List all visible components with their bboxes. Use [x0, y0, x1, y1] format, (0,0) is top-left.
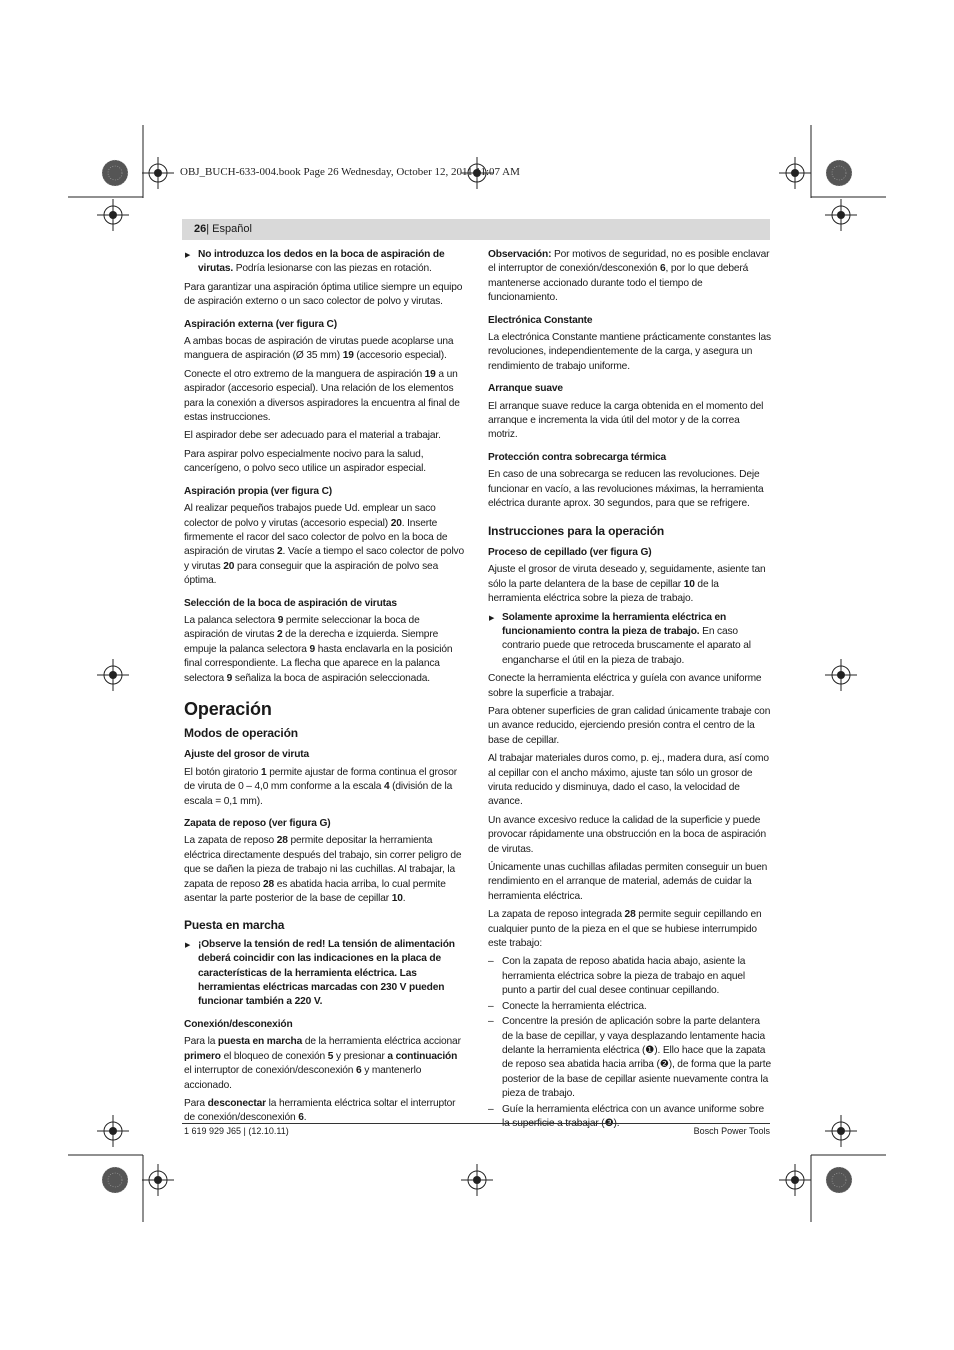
list-item: – Concentre la presión de aplicación sobre la parte delantera de la base de cepillar, y vaya desplazando lentamente hacia delante la herramienta eléctrica (❶). Ello hace que la zapata de reposo sea abatida hacia arriba (❷), de forma que la parte posterior de la base de cepillar asiente nuevamente contra la pieza de trabajo. [488, 1015, 771, 1101]
paragraph: Conecte el otro extremo de la manguera de aspiración 19 a un aspirador (accesorio especial). Una relación de los elementos para la conexión a diversos aspiradores la encuentra al final de estas instrucciones. [184, 368, 460, 424]
heading-working-advice: Instrucciones para la operación [488, 523, 665, 538]
paragraph: La zapata de reposo 28 permite depositar la herramienta eléctrica directamente después del trabajo, sin correr peligro de que se dañen la pieza de trabajo ni las cuchillas. Al trabajar, la zapata de reposo 28 es abatida hacia arriba, lo cual permite asentar la parte posterior de la base de cepillar 10. [184, 835, 462, 905]
left-column [184, 248, 467, 1130]
paragraph: Para obtener superficies de gran calidad únicamente trabaje con un avance reducido, ejerciendo presión contra el centro de la base de cepillar. [488, 705, 771, 746]
heading-chip-thickness: Ajuste del grosor de viruta [184, 749, 310, 761]
paragraph: Un avance excesivo reduce la calidad de la superficie y puede provocar rápidamente una obstrucción en la boca de aspiración de virutas. [488, 814, 766, 855]
list-item: – Conecte la herramienta eléctrica. [488, 1000, 771, 1014]
heading-operating-modes: Modos de operación [184, 725, 298, 740]
list-item: – Guíe la herramienta eléctrica con un avance uniforme sobre [488, 1103, 771, 1132]
paragraph: Observación: Por motivos de seguridad, no es posible enclavar el interruptor de conexión/desconexión 6, por lo que deberá mantenerse accionado durante todo el tiempo de funcionamiento. [488, 249, 770, 304]
paragraph: Para desconectar la herramienta eléctrica soltar el interruptor de conexión/desconexión 6. [184, 1097, 456, 1124]
heading-constant-electronics: Electrónica Constante [488, 314, 593, 326]
paragraph: El aspirador debe ser adecuado para el material a trabajar. [184, 430, 441, 442]
heading-switching: Conexión/desconexión [184, 1018, 293, 1030]
paragraph: Al realizar pequeños trabajos puede Ud. emplear un saco colector de polvo y virutas (accesorio especial) 20. Inserte firmemente el racor del saco colector de polvo en la boca de aspiración de virutas 2. Vacíe a tiempo el saco colector de polvo y virutas 20 para conseguir que la aspiración de polvo sea óptima. [184, 503, 465, 587]
footer-rule [182, 1123, 770, 1124]
warning-fingers: ▶ No introduzca los dedos en la boca de aspiración de virutas. Podría lesionarse con las piezas en rotación. [184, 248, 467, 277]
heading-outlet-selection: Selección de la boca de aspiración de virutas [184, 597, 397, 609]
right-column [488, 248, 771, 1132]
page-number: 26 [194, 223, 207, 235]
warning-approach: ▶ Solamente aproxime la herramienta eléctrica en funcionamiento contra la pieza de trabajo. En caso contrario puede que retroceda bruscamente el aparato al engancharse el útil en la pieza de trabajo. [488, 611, 771, 669]
paragraph: Únicamente unas cuchillas afiladas permiten conseguir un buen rendimiento en el arranque de material, además de cuidar la herramienta eléctrica. [488, 862, 768, 902]
paragraph: Ajuste el grosor de viruta deseado y, seguidamente, asiente tan sólo la parte delantera de la base de cepillar 10 de la herramienta eléctrica sobre la pieza de trabajo. [488, 564, 766, 605]
heading-own-suction: Aspiración propia (ver figura C) [184, 485, 333, 497]
paragraph: La palanca selectora 9 permite seleccionar la boca de aspiración de virutas 2 de la derecha e izquierda. Siempre empuje la palanca selectora 9 hasta enclavarla en la posición final correspondiente. La flecha que aparece en la palanca selectora 9 señaliza la boca de aspiración seleccionada. [184, 614, 453, 684]
paragraph: El arranque suave reduce la carga obtenida en el momento del arranque e incrementa la vida útil del motor y de la correa motriz. [488, 400, 764, 441]
heading-parking-shoe: Zapata de reposo (ver figura G) [184, 818, 331, 829]
paragraph: El botón giratorio 1 permite ajustar de forma continua el grosor de viruta de 0 – 4,0 mm conforme a la escala 4 (división de la escala = 0,1 mm). [184, 766, 457, 807]
warning-voltage: ▶ ¡Observe la tensión de red! La tensión de alimentación deberá coincidir con las indicaciones en la placa de características de la herramienta eléctrica. Las herramientas eléctricas marcadas con 230 V pueden funcionar también a 220 V. [184, 938, 467, 1010]
paragraph: La zapata de reposo integrada 28 permite seguir cepillando en cualquier punto de la pieza en el que se hubiese interrumpido este trabajo: [488, 909, 762, 950]
section-title: | Español [206, 223, 252, 235]
footer-doc-number: 1 619 929 J65 | (12.10.11) [184, 1126, 289, 1136]
heading-soft-start: Arranque suave [488, 383, 563, 395]
heading-starting-operation: Puesta en marcha [184, 918, 285, 933]
paragraph: Para aspirar polvo especialmente nocivo para la salud, cancerígeno, o polvo seco utilice un aspirador especial. [184, 448, 426, 475]
paragraph: Conecte la herramienta eléctrica y guíela con avance uniforme sobre la superficie a trabajar. [488, 673, 762, 699]
footer-brand: Bosch Power Tools [693, 1126, 770, 1136]
heading-operation: Operación [184, 698, 272, 719]
paragraph: La electrónica Constante mantiene prácticamente constantes las revoluciones, independientemente de la carga, y asegura un rendimiento de trabajo uniforme. [488, 332, 771, 372]
heading-external-suction: Aspiración externa (ver figura C) [184, 318, 338, 330]
heading-planing: Proceso de cepillado (ver figura G) [488, 546, 652, 558]
print-info: OBJ_BUCH-633-004.book Page 26 Wednesday, October 12, 2011 11:07 AM [180, 166, 520, 178]
heading-thermal-protection: Protección contra sobrecarga térmica [488, 451, 667, 463]
paragraph: Para garantizar una aspiración óptima utilice siempre un equipo de aspiración externo o un saco colector de polvo y virutas. [184, 281, 463, 308]
paragraph: Al trabajar materiales duros como, p. ej., madera dura, así como al cepillar con el ancho máximo, ajuste tan sólo un grosor de viruta reducido y disminuya, dado el caso, la velocidad de avance. [488, 753, 769, 808]
paragraph: En caso de una sobrecarga se reducen las revoluciones. Deje funcionar en vacío, a las revoluciones máximas, la herramienta eléctrica durante aprox. 30 segundos, para que se refrigere. [488, 469, 764, 510]
list-item: – Con la zapata de reposo abatida hacia abajo, asiente la herramienta eléctrica sobre la pieza de trabajo en aquel punto a partir del cual desee continuar cepillando. [488, 955, 771, 998]
paragraph: A ambas bocas de aspiración de virutas puede acoplarse una manguera de aspiración (Ø 35 mm) 19 (accesorio especial). [184, 336, 454, 362]
page-header [182, 219, 770, 240]
paragraph: Para la puesta en marcha de la herramienta eléctrica accionar primero el bloqueo de conexión 5 y presionar a continuación el interruptor de conexión/desconexión 6 y mantenerlo accionado. [184, 1036, 461, 1091]
